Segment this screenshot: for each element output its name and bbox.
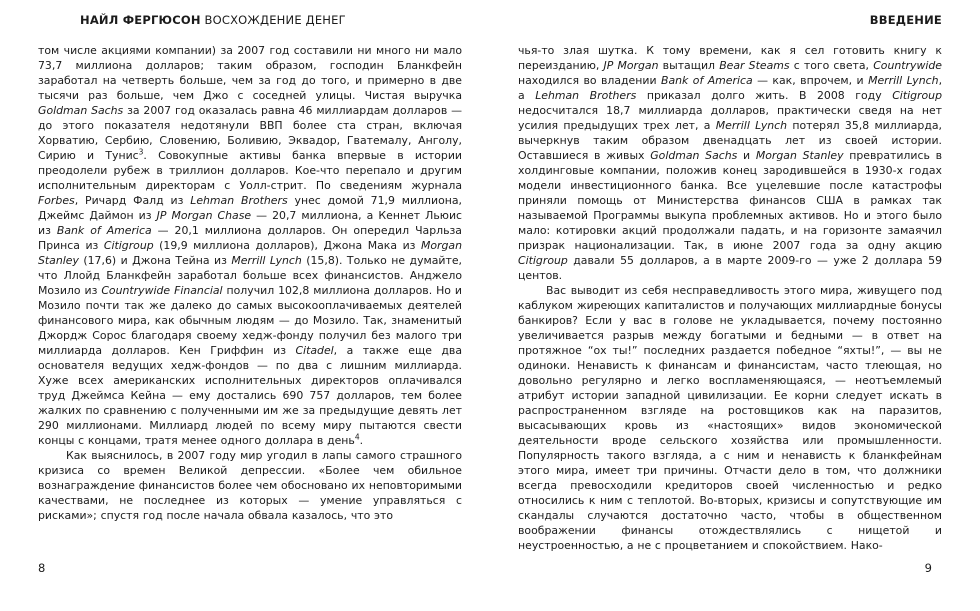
text-run: . [359, 434, 364, 447]
page-number-left: 8 [38, 561, 46, 575]
text-run: Lehman Brothers [535, 89, 637, 102]
text-run: Bank of America [56, 224, 152, 237]
text-run: чья-то злая шутка. К тому времени, как я сел готовить книгу к переизданию, [518, 44, 942, 72]
book-page-right [518, 0, 942, 611]
text-run: с того света, [789, 59, 874, 72]
text-run: (15,8). Только не думайте, что Ллойд Бланкфейн заработал больше всех финансистов. Анджело Мозило из [38, 254, 463, 297]
book-title: ВОСХОЖДЕНИЕ ДЕНЕГ [204, 13, 346, 27]
footnote-marker: 4 [354, 432, 360, 442]
text-run: давали 55 долларов, а в марте 2009-го — уже 2 доллара 59 центов. [518, 254, 942, 282]
text-run: Merrill Lynch [715, 119, 788, 132]
text-run: потерял 35,8 миллиарда, вычеркнув таким образом двенадцать лет из своей истории. Оставшиеся в живых [518, 119, 942, 162]
author-name: НАЙЛ ФЕРГЮСОН [80, 13, 201, 27]
text-run: — как, впрочем, и [752, 74, 869, 87]
text-run: Citigroup [103, 239, 154, 252]
paragraph [38, 43, 462, 448]
text-run: Bear Steams [719, 59, 790, 72]
text-run: Countrywide [873, 59, 942, 72]
section-title: ВВЕДЕНИЕ [869, 13, 942, 27]
text-run: Morgan Stanley [755, 149, 844, 162]
text-run: том числе акциями компании) за 2007 год составили ни много ни мало 73,7 миллиона долларов; таким образом, господин Бланкфейн заработал на четверть больше, чем за год до того, и примерно в две тысячи раз больше, чем Джо с соседней улицы. Чистая выручка [38, 44, 462, 102]
page-number-right: 9 [924, 561, 932, 575]
text-run: получил 102,8 миллиона долларов. Но и Мозило почти так же далеко до самых высокооплачиваемых деятелей финансового мира, как обычным людям — до Мозило. Так, знаменитый Джордж Сорос благодаря своему хедж-фонду получил без малого три миллиарда долларов. Кен Гриффин из [38, 284, 462, 357]
text-run: — 20,1 миллиона долларов. Он опередил Чарльза Принса из [38, 224, 462, 252]
text-run: , а [518, 74, 943, 102]
paragraph [38, 448, 462, 523]
page-right-text [518, 43, 942, 553]
page-left-text [38, 43, 462, 523]
text-run: приказал долго жить. В 2008 году [636, 89, 893, 102]
text-run: Citigroup [518, 254, 568, 267]
text-run: (19,9 миллиона долларов), Джона Мака из [153, 239, 421, 252]
text-run: Citigroup [892, 89, 942, 102]
paragraph [518, 283, 942, 553]
text-run: Citadel [295, 344, 334, 357]
text-run: унес домой 71,9 миллиона, Джеймс Даймон из [38, 194, 462, 222]
text-run: и [737, 149, 756, 162]
text-run: за 2007 год оказалась равна 46 миллиардам долларов — до этого показателя недотянули ВВП более ста стран, включая Хорватию, Сербию, Словению, Боливию, Эквадор, Гватемалу, Анголу, Сирию и Тунис [38, 104, 462, 162]
text-run: вытащил [658, 59, 720, 72]
text-run: Forbes [38, 194, 75, 207]
text-run: Merrill Lynch [231, 254, 302, 267]
text-run: Goldman Sachs [650, 149, 738, 162]
text-run: недосчитался 18,7 миллиарда долларов, практически сведя на нет усилия предыдущих трех лет, а [518, 104, 942, 132]
text-run: Countrywide Financial [101, 284, 223, 297]
text-run: , а также еще два основателя ведущих хедж-фондов — по два с лишним миллиарда. Хуже всех американских исполнительных директоров оплачивался труд Джеймса Кейна — ему достались 690 757 долларов, тем более жалких по сравнению с полученными им же за предыдущие девять лет 290 миллионами. Миллиард людей по всему миру пытаются свести концы с концами, тратя менее одного доллара в день [38, 344, 462, 447]
text-run: превратились в холдинговые компании, положив конец зародившейся в 1930-х годах модели инвестиционного банка. Все уцелевшие после катастрофы приняли помощь от Министерства финансов США в рамках так называемой Программы выкупа проблемных активов. Но и этого было мало: котировки акций продолжали падать, и на горизонте замаячил призрак национализации. Так, в июне 2007 года за одну акцию [518, 149, 943, 252]
text-run: , Ричард Фалд из [74, 194, 191, 207]
running-head-right [518, 13, 942, 27]
running-head-left [38, 13, 462, 27]
text-run: . Совокупные активы банка впервые в истории преодолели рубеж в триллион долларов. Кое-что перепало и другим исполнительным директорам с Уолл-стрит. По сведениям журнала [38, 149, 462, 192]
text-run: — 20,7 миллиона, а Кеннет Льюис из [38, 209, 463, 237]
text-run: Goldman Sachs [38, 104, 124, 117]
text-run: JP Morgan [603, 59, 659, 72]
text-run: находился во владении [518, 74, 661, 87]
text-run: Lehman Brothers [190, 194, 288, 207]
paragraph [518, 43, 942, 283]
text-run: Merrill Lynch [868, 74, 939, 87]
text-run: Как выяснилось, в 2007 году мир угодил в лапы самого страшного кризиса со времен Великой депрессии. «Более чем обильное вознаграждение финансистов более чем обосновано их неповторимыми качествами, не последнее из которых — умение управляться с рисками»; спустя год после начала обвала казалось, что это [38, 449, 462, 522]
text-run: Вас выводит из себя несправедливость этого мира, живущего под каблуком жиреющих капиталистов и получающих миллиардные бонусы банкиров? Если у вас в голове не укладывается, почему постоянно увеличивается разрыв между богатыми и бедными — в ответ на протяжное “ох ты!” последних раздается победное “яхты!”, — вы не одиноки. Ненависть к финансам и финансистам, часто тлеющая, но довольно регулярно и легко воспламеняющаяся, — неотъемлемый атрибут истории западной цивилизации. Ее корни следует искать в распространенном взгляде на ростовщиков как на паразитов, высасывающих кровь из «настоящих» видов экономической деятельности вроде сельского хозяйства или промышленности. Популярность такого взгляда, а с ним и ненависть к бланкфейнам этого мира, имеет три причины. Отчасти дело в том, что должники всегда превосходили кредиторов своей численностью и редко относились к ним с теплотой. Во-вторых, кризисы и сопутствующие им скандалы случаются достаточно часто, чтобы в общественном воображении финансы отождествлялись с нищетой и неустроенностью, а не с процветанием и спокойствием. Нако- [518, 284, 942, 552]
text-run: (17,6) и Джона Тейна из [78, 254, 232, 267]
footnote-marker: 3 [138, 147, 144, 157]
text-run: Bank of America [660, 74, 753, 87]
book-page-left [38, 0, 462, 611]
text-run: Morgan Stanley [38, 239, 462, 267]
text-run: JP Morgan Chase [156, 209, 252, 222]
